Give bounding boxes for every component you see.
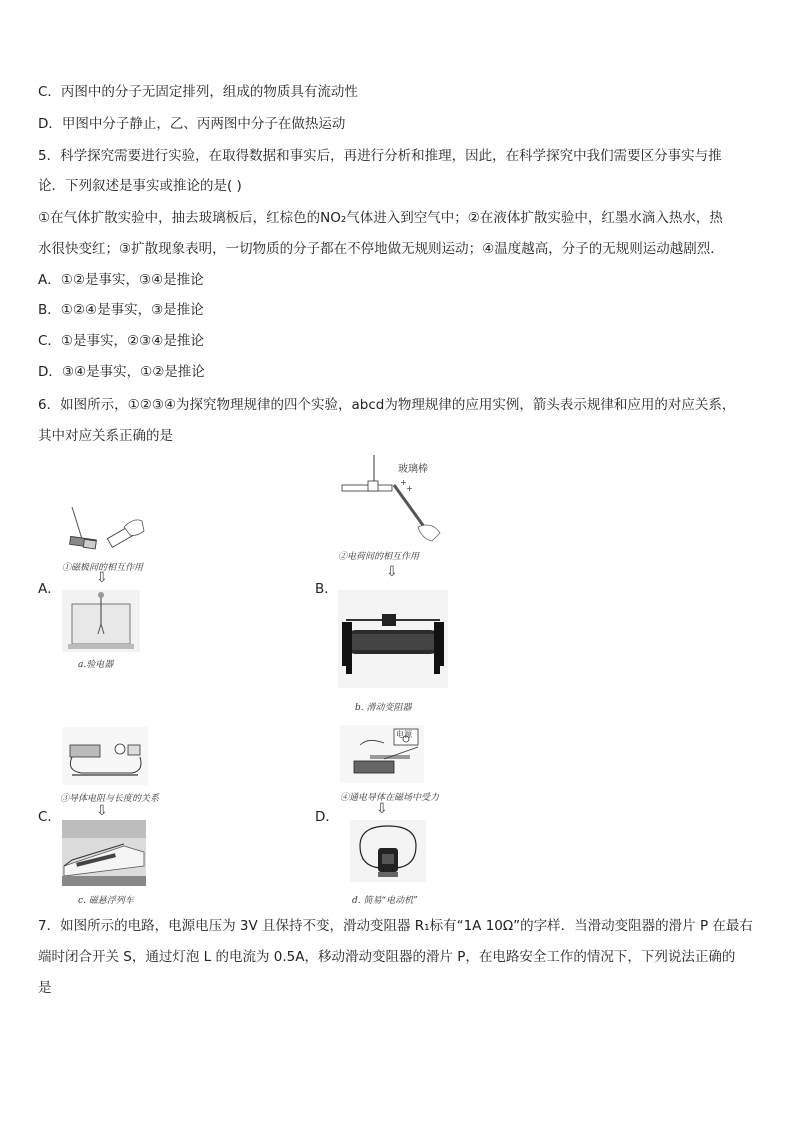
question-7-line-3: 是 [38, 980, 52, 996]
svg-text:+: + [400, 478, 407, 487]
figure-d-top-label: 电源 [396, 730, 412, 739]
resistance-length-figure [62, 727, 148, 785]
option-c-q4: C．丙图中的分子无固定排列，组成的物质具有流动性 [38, 84, 358, 100]
option-c-label: C． [38, 809, 61, 825]
question-5-line-4: 水很快变红；③扩散现象表明，一切物质的分子都在不停地做无规则运动；④温度越高，分子的无规则运动越剧烈． [38, 241, 724, 257]
electroscope-figure [62, 590, 140, 652]
option-c-q5: C．①是事实，②③④是推论 [38, 333, 204, 349]
option-a-label: A． [38, 581, 61, 597]
option-d-q5: D．③④是事实，①②是推论 [38, 364, 205, 380]
charge-interaction-figure [338, 455, 446, 543]
magnet-interaction-figure [62, 505, 148, 555]
figure-b-top-label: 玻璃棒 [398, 464, 428, 475]
question-6-line-2: 其中对应关系正确的是 [38, 428, 173, 444]
svg-text:+: + [406, 484, 413, 493]
arrow-down-icon: ⇩ [96, 570, 108, 586]
question-6-line-1: 6．如图所示，①②③④为探究物理规律的四个实验，abcd为物理规律的应用实例，箭头表示规律和应用的对应关系， [38, 397, 736, 413]
option-d-label: D． [315, 809, 339, 825]
option-a-q5: A．①②是事实，③④是推论 [38, 272, 204, 288]
question-7-line-2: 端时闭合开关 S，通过灯泡 L 的电流为 0.5A，移动滑动变阻器的滑片 P，在电路安全工作的情况下，下列说法正确的 [38, 949, 736, 965]
question-5-line-2: 论．下列叙述是事实或推论的是( ) [38, 178, 242, 194]
figure-b-bottom-caption: b. 滑动变阻器 [355, 703, 412, 713]
figure-c-top-caption: ③导体电阻与长度的关系 [60, 794, 160, 804]
simple-motor-figure [350, 820, 426, 882]
question-5-line-3: ①在气体扩散实验中，抽去玻璃板后，红棕色的NO₂气体进入到空气中；②在液体扩散实验中，红墨水滴入热水，热 [38, 210, 723, 226]
figure-a-bottom-caption: a.验电器 [78, 660, 114, 670]
figure-c-bottom-caption: c. 磁悬浮列车 [78, 896, 134, 906]
question-5-line-1: 5．科学探究需要进行实验，在取得数据和事实后，再进行分析和推理，因此，在科学探究中我们需要区分事实与推 [38, 148, 722, 164]
figure-d-bottom-caption: d. 简易“电动机” [352, 896, 418, 906]
figure-b-top-caption: ②电荷间的相互作用 [338, 552, 420, 562]
arrow-down-icon: ⇩ [96, 803, 108, 819]
option-b-label: B． [315, 581, 338, 597]
maglev-train-figure [62, 820, 146, 886]
rheostat-figure [338, 590, 448, 688]
figure-d-top-caption: ④通电导体在磁场中受力 [340, 793, 440, 803]
arrow-down-icon: ⇩ [376, 801, 388, 817]
question-7-line-1: 7．如图所示的电路，电源电压为 3V 且保持不变，滑动变阻器 R₁标有“1A 10Ω”的字样．当滑动变阻器的滑片 P 在最右 [38, 918, 753, 934]
option-b-q5: B．①②④是事实，③是推论 [38, 302, 204, 318]
option-d-q4: D．甲图中分子静止，乙、丙两图中分子在做热运动 [38, 116, 346, 132]
arrow-down-icon: ⇩ [386, 564, 398, 580]
figure-a-top-caption: ①磁极间的相互作用 [62, 563, 144, 573]
